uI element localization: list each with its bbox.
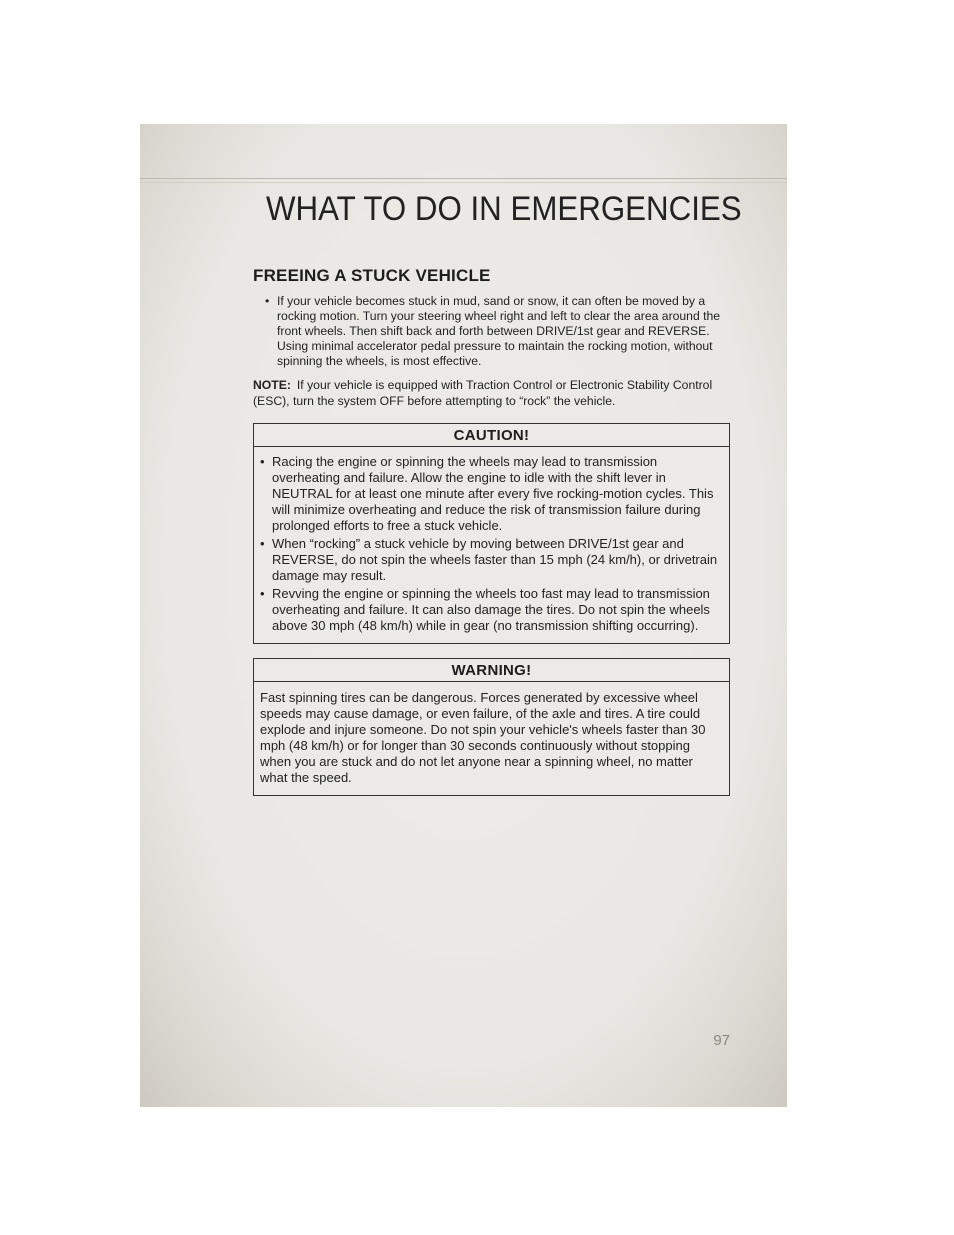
note-text: If your vehicle is equipped with Traction Control or Electronic Stability Control (ESC), turn the system OFF before attempting to “rock” the vehicle. (253, 378, 713, 408)
caution-item: • When “rocking” a stuck vehicle by moving between DRIVE/1st gear and REVERSE, do not spin the wheels faster than 15 mph (24 km/h), or drivetrain damage may result. (260, 536, 721, 584)
caution-heading: CAUTION! (254, 424, 729, 447)
section-bullet-list (253, 294, 730, 369)
warning-box (253, 658, 730, 796)
manual-page (140, 124, 787, 1107)
caution-box (253, 423, 730, 644)
header-rule-secondary (140, 182, 787, 183)
caution-list (260, 454, 721, 634)
warning-heading: WARNING! (254, 659, 729, 682)
chapter-title: WHAT TO DO IN EMERGENCIES (266, 190, 742, 228)
caution-body (254, 447, 729, 643)
caution-item: • Revving the engine or spinning the wheels too fast may lead to transmission overheating and failure. It can also damage the tires. Do not spin the wheels above 30 mph (48 km/h) while in gear (no transmission shifting occurring). (260, 586, 721, 634)
section-bullet: • If your vehicle becomes stuck in mud, sand or snow, it can often be moved by a rocking motion. Turn your steering wheel right and left to clear the area around the front wheels. Then shift back and forth between DRIVE/1st gear and REVERSE. Using minimal accelerator pedal pressure to maintain the rocking motion, without spinning the wheels, is most effective. (265, 294, 730, 369)
caution-item: • Racing the engine or spinning the wheels may lead to transmission overheating and failure. Allow the engine to idle with the shift lever in NEUTRAL for at least one minute after every five rocking-motion cycles. This will minimize overheating and reduce the risk of transmission failure during prolonged efforts to free a stuck vehicle. (260, 454, 721, 534)
section-title: FREEING A STUCK VEHICLE (253, 266, 491, 285)
page-content (253, 266, 730, 796)
warning-text: Fast spinning tires can be dangerous. Forces generated by excessive wheel speeds may cause damage, or even failure, of the axle and tires. A tire could explode and injure someone. Do not spin your vehicle's wheels faster than 30 mph (48 km/h) or for longer than 30 seconds continuously without stopping when you are stuck and do not let anyone near a spinning wheel, no matter what the speed. (260, 690, 706, 785)
header-rule (140, 178, 787, 179)
warning-body (254, 682, 729, 795)
page-number: 97 (713, 1032, 730, 1049)
note-paragraph (253, 378, 730, 409)
note-label: NOTE: (253, 378, 291, 392)
